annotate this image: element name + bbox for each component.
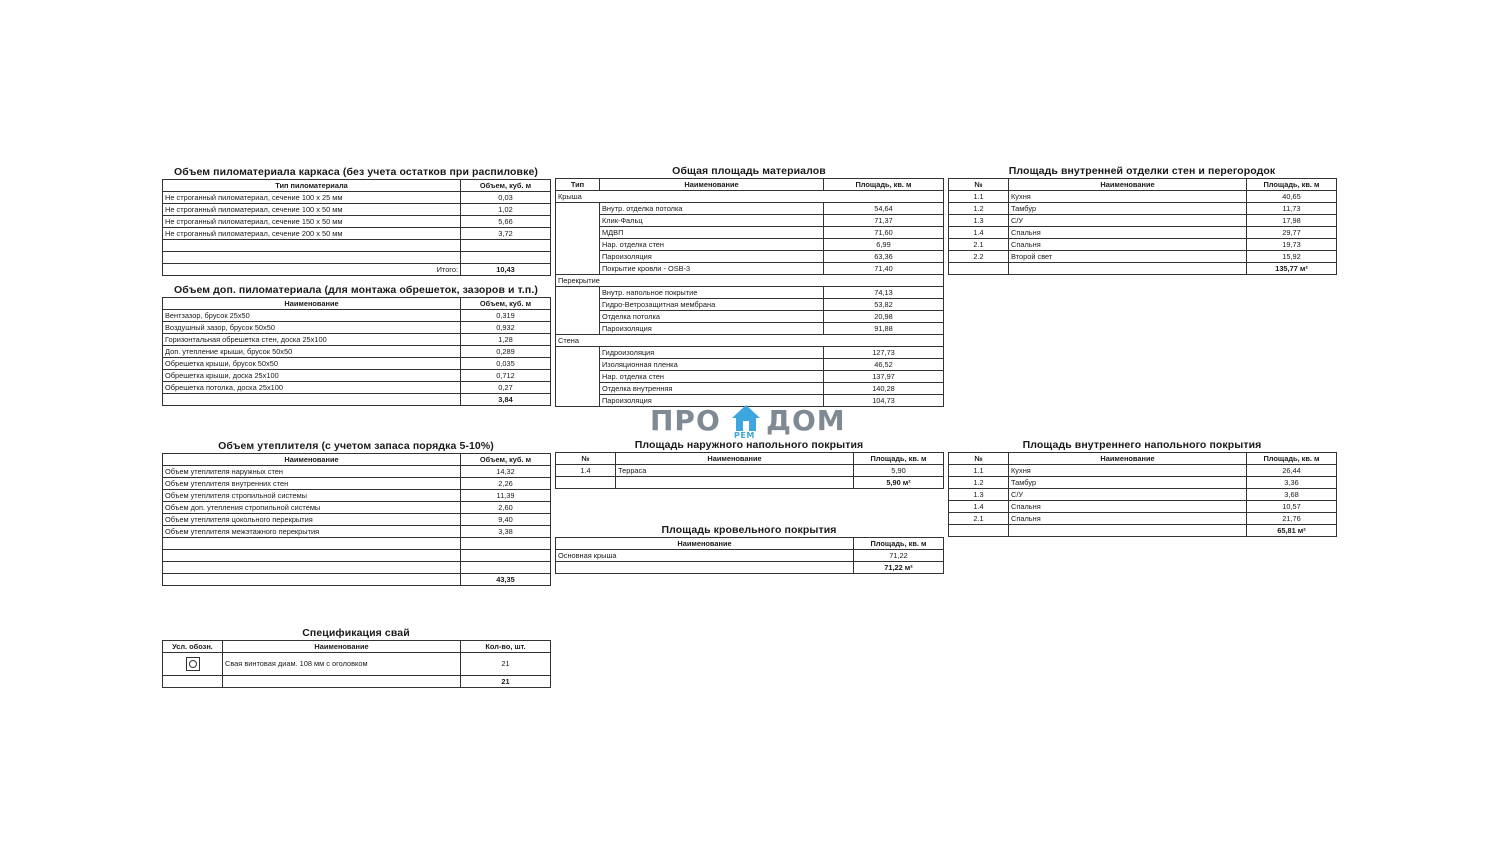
header-cell: Наименование	[223, 641, 461, 653]
table-row: Изоляционная пленка 46,52	[556, 359, 944, 371]
table-row: Обрешетка крыши, брусок 50x50 0,035	[163, 358, 551, 370]
table-row: 2.2 Второй свет 15,92	[949, 251, 1337, 263]
header-cell: Площадь, кв. м	[854, 453, 944, 465]
wall-finish-table	[948, 178, 1337, 275]
table-row: Объем утеплителя внутренних стен 2,26	[163, 478, 551, 490]
header-cell: Наименование	[163, 298, 461, 310]
total-value: 43,35	[461, 574, 551, 586]
table-row: Гидроизоляция 127,73	[556, 347, 944, 359]
header-cell: №	[556, 453, 616, 465]
total-row	[163, 574, 551, 586]
header-cell: Площадь, кв. м	[854, 538, 944, 550]
header-cell: №	[949, 179, 1009, 191]
table-row: Пароизоляция 63,36	[556, 251, 944, 263]
header-cell: Объем, куб. м	[461, 298, 551, 310]
total-row	[556, 477, 944, 489]
table-row: Объем доп. утепления стропильной системы 2,60	[163, 502, 551, 514]
table-row: Внутр. напольное покрытие 74,13	[556, 287, 944, 299]
wall-finish-title: Площадь внутренней отделки стен и перегородок	[1008, 165, 1276, 177]
table-row: Не строганный пиломатериал, сечение 200 x 50 мм 3,72	[163, 228, 551, 240]
empty-row	[163, 562, 551, 574]
table-row: 1.2 Тамбур 3,36	[949, 477, 1337, 489]
wall-finish-section	[948, 165, 1336, 275]
total-value: 135,77 м²	[1247, 263, 1337, 275]
group-label: Крыша	[556, 191, 944, 203]
group-row	[556, 275, 944, 287]
total-row	[163, 676, 551, 688]
piles-section	[162, 627, 550, 688]
inner-floor-table	[948, 452, 1337, 537]
roof-section	[555, 524, 943, 574]
lumber-frame-table	[162, 179, 551, 276]
lumber-extra-section	[162, 284, 550, 406]
lumber-extra-table	[162, 297, 551, 406]
header-cell: Наименование	[600, 179, 824, 191]
header-cell: Площадь, кв. м	[1247, 453, 1337, 465]
table-row: 1.1 Кухня 40,65	[949, 191, 1337, 203]
header-cell: Объем, куб. м	[461, 180, 551, 192]
house-icon	[730, 402, 762, 434]
table-row: МДВП 71,60	[556, 227, 944, 239]
total-value: 71,22 м²	[854, 562, 944, 574]
empty-row	[163, 252, 551, 264]
empty-row	[163, 550, 551, 562]
insulation-table	[162, 453, 551, 586]
table-row: Доп. утепление крыши, брусок 50x50 0,289	[163, 346, 551, 358]
roof-table	[555, 537, 944, 574]
table-row: 2.1 Спальня 19,73	[949, 239, 1337, 251]
materials-section	[555, 165, 943, 407]
group-label: Стена	[556, 335, 944, 347]
table-row: Пароизоляция 91,88	[556, 323, 944, 335]
logo-subtext: РЕМ	[734, 431, 755, 440]
insulation-section	[162, 440, 550, 586]
total-value: 10,43	[461, 264, 551, 276]
header-cell: Тип пиломатериала	[163, 180, 461, 192]
outer-floor-table	[555, 452, 944, 489]
screw-pile-symbol-icon	[186, 657, 200, 671]
table-row: Воздушный зазор, брусок 50x50 0,932	[163, 322, 551, 334]
table-row: Пароизоляция 104,73	[556, 395, 944, 407]
table-row: Покрытие кровли - OSB-3 71,40	[556, 263, 944, 275]
table-row: Объем утеплителя стропильной системы 11,39	[163, 490, 551, 502]
table-row: Внутр. отделка потолка 54,64	[556, 203, 944, 215]
roof-title: Площадь кровельного покрытия	[661, 524, 837, 536]
total-value: 21	[461, 676, 551, 688]
logo-text-dom: ДОМ	[766, 404, 846, 437]
header-cell: Кол-во, шт.	[461, 641, 551, 653]
table-row: Свая винтовая диам. 108 мм с оголовком 21	[163, 653, 551, 676]
group-label: Перекрытие	[556, 275, 944, 287]
group-row	[556, 191, 944, 203]
total-label: Итого:	[163, 264, 461, 276]
header-cell: Площадь, кв. м	[824, 179, 944, 191]
total-row	[949, 525, 1337, 537]
piles-table	[162, 640, 551, 688]
piles-title: Спецификация свай	[302, 627, 410, 639]
inner-floor-title: Площадь внутреннего напольного покрытия	[1022, 439, 1262, 451]
table-row: Не строганный пиломатериал, сечение 100 x 25 мм 0,03	[163, 192, 551, 204]
header-cell: Площадь, кв. м	[1247, 179, 1337, 191]
outer-floor-title: Площадь наружного напольного покрытия	[634, 439, 864, 451]
table-row: 1.1 Кухня 26,44	[949, 465, 1337, 477]
table-row: 1.4 Спальня 29,77	[949, 227, 1337, 239]
header-cell: Тип	[556, 179, 600, 191]
table-row: Клик-Фальц 71,37	[556, 215, 944, 227]
total-row	[163, 264, 551, 276]
table-row: Объем утеплителя наружных стен 14,32	[163, 466, 551, 478]
header-cell: Усл. обозн.	[163, 641, 223, 653]
inner-floor-section	[948, 439, 1336, 537]
table-row: Гидро-Ветрозащитная мембрана 53,82	[556, 299, 944, 311]
total-value: 3,84	[461, 394, 551, 406]
empty-row	[163, 538, 551, 550]
table-row: Отделка потолка 20,98	[556, 311, 944, 323]
table-row: 1.4 Спальня 10,57	[949, 501, 1337, 513]
header-cell: Наименование	[616, 453, 854, 465]
table-row: Отделка внутренняя 140,28	[556, 383, 944, 395]
table-row: Нар. отделка стен 6,99	[556, 239, 944, 251]
header-cell: Объем, куб. м	[461, 454, 551, 466]
table-row: 2.1 Спальня 21,76	[949, 513, 1337, 525]
header-cell: №	[949, 453, 1009, 465]
header-cell: Наименование	[163, 454, 461, 466]
total-value: 5,90 м²	[854, 477, 944, 489]
table-row: Обрешетка крыши, доска 25x100 0,712	[163, 370, 551, 382]
table-row: 1.2 Тамбур 11,73	[949, 203, 1337, 215]
table-row: Обрешетка потолка, доска 25x100 0,27	[163, 382, 551, 394]
header-cell: Наименование	[556, 538, 854, 550]
insulation-title: Объем утеплителя (с учетом запаса порядка 5-10%)	[218, 440, 494, 452]
table-row: Вентзазор, брусок 25x50 0,319	[163, 310, 551, 322]
company-logo	[650, 400, 850, 444]
table-row: Объем утеплителя межэтажного перекрытия 3,38	[163, 526, 551, 538]
empty-row	[163, 240, 551, 252]
table-row: Объем утеплителя цокольного перекрытия 9,40	[163, 514, 551, 526]
total-row	[556, 562, 944, 574]
lumber-frame-section	[162, 166, 550, 276]
total-value: 65,81 м²	[1247, 525, 1337, 537]
header-cell: Наименование	[1009, 179, 1247, 191]
table-row: Не строганный пиломатериал, сечение 100 x 50 мм 1,02	[163, 204, 551, 216]
table-row: 1.3 С/У 3,68	[949, 489, 1337, 501]
lumber-frame-title: Объем пиломатериала каркаса (без учета остатков при распиловке)	[173, 166, 539, 178]
lumber-extra-title: Объем доп. пиломатериала (для монтажа обрешеток, зазоров и т.п.)	[174, 284, 538, 296]
materials-table	[555, 178, 944, 407]
table-row: Горизонтальная обрешетка стен, доска 25x100 1,28	[163, 334, 551, 346]
total-row	[949, 263, 1337, 275]
table-row: 1.3 С/У 17,98	[949, 215, 1337, 227]
table-row: Нар. отделка стен 137,97	[556, 371, 944, 383]
logo-text-pro: ПРО	[650, 404, 721, 437]
outer-floor-section	[555, 439, 943, 489]
header-cell: Наименование	[1009, 453, 1247, 465]
table-row: Не строганный пиломатериал, сечение 150 x 50 мм 5,66	[163, 216, 551, 228]
table-row: 1.4 Терраса 5,90	[556, 465, 944, 477]
group-row	[556, 335, 944, 347]
materials-title: Общая площадь материалов	[672, 165, 826, 177]
total-row	[163, 394, 551, 406]
table-row: Основная крыша 71,22	[556, 550, 944, 562]
